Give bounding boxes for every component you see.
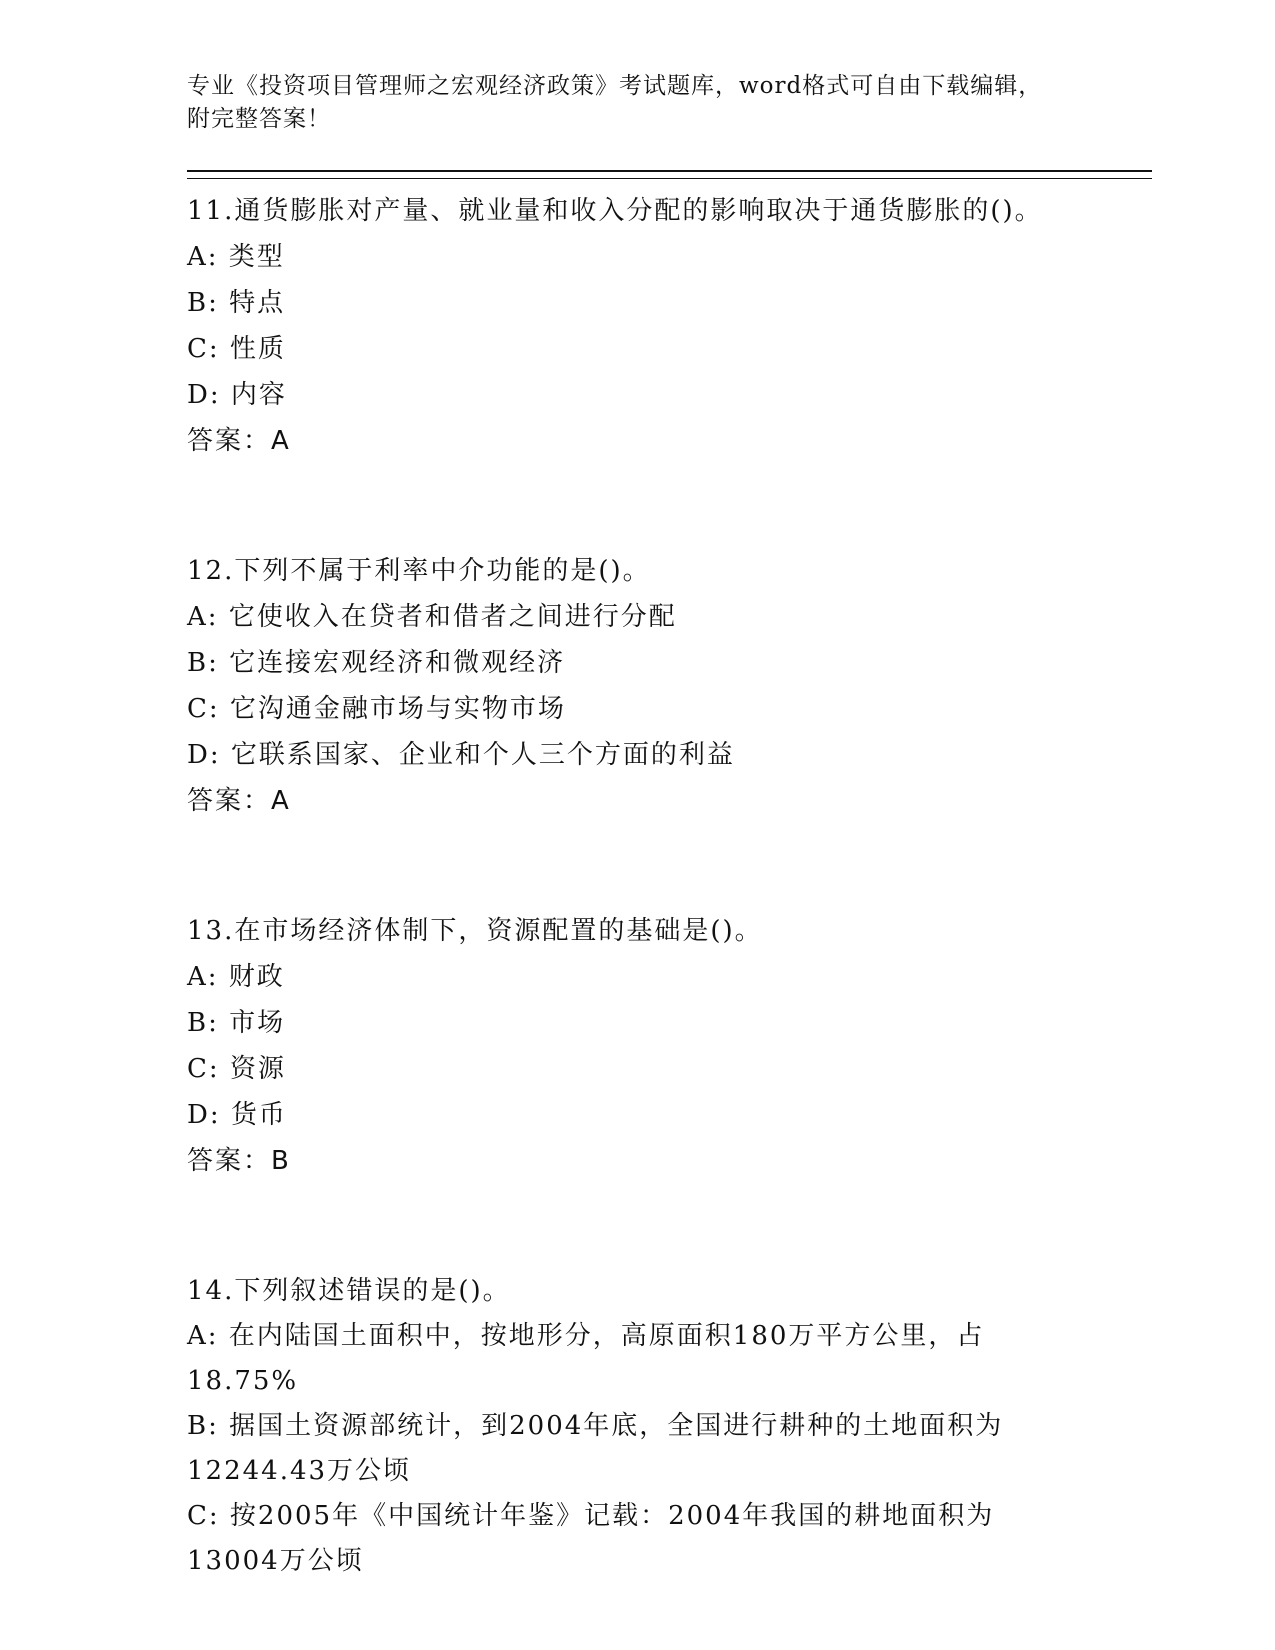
option-b: B: 它连接宏观经济和微观经济 [187, 648, 566, 678]
option-d: D: 它联系国家、企业和个人三个方面的利益 [187, 740, 735, 770]
option-c: C: 它沟通金融市场与实物市场 [187, 694, 566, 724]
answer-label: 答案：A [187, 426, 291, 456]
option-a: A: 财政 [187, 962, 285, 992]
question-title: 14.下列叙述错误的是()。 [187, 1276, 511, 1306]
question-12 [187, 548, 1152, 824]
document-page [187, 70, 1152, 1584]
header-divider [187, 170, 1152, 179]
option-d: D: 内容 [187, 380, 287, 410]
question-13 [187, 908, 1152, 1184]
option-a: A: 在内陆国土面积中，按地形分，高原面积180万平方公里，占18.75% [187, 1321, 985, 1396]
question-11 [187, 188, 1152, 464]
question-gap [187, 824, 1152, 908]
answer-label: 答案：A [187, 786, 291, 816]
question-gap [187, 1184, 1152, 1268]
header-line-2: 附完整答案！ [187, 106, 331, 132]
question-14 [187, 1268, 1152, 1584]
document-header [187, 70, 1152, 136]
question-title: 13.在市场经济体制下，资源配置的基础是()。 [187, 916, 763, 946]
option-c: C: 资源 [187, 1054, 286, 1084]
question-gap [187, 464, 1152, 548]
option-c: C: 按2005年《中国统计年鉴》记载：2004年我国的耕地面积为13004万公顷 [187, 1501, 995, 1576]
option-a: A: 它使收入在贷者和借者之间进行分配 [187, 602, 677, 632]
option-d: D: 货币 [187, 1100, 287, 1130]
option-b: B: 特点 [187, 288, 286, 318]
option-c: C: 性质 [187, 334, 286, 364]
question-title: 11.通货膨胀对产量、就业量和收入分配的影响取决于通货膨胀的()。 [187, 196, 1043, 226]
option-b: B: 市场 [187, 1008, 286, 1038]
header-line-1: 专业《投资项目管理师之宏观经济政策》考试题库，word格式可自由下载编辑， [187, 73, 1043, 99]
option-a: A: 类型 [187, 242, 285, 272]
option-b: B: 据国土资源部统计，到2004年底，全国进行耕种的土地面积为12244.43万公顷 [187, 1411, 1004, 1486]
answer-label: 答案：B [187, 1146, 291, 1176]
question-title: 12.下列不属于利率中介功能的是()。 [187, 556, 651, 586]
